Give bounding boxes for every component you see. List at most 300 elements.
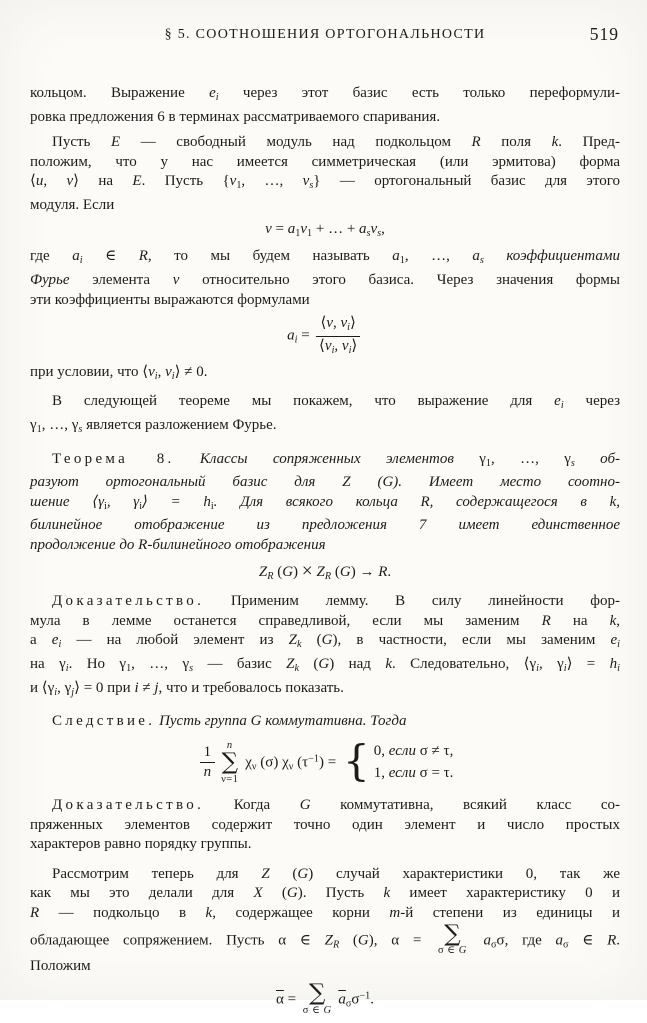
text-run: ( bbox=[269, 865, 298, 882]
text-run: a bbox=[555, 931, 564, 948]
text-run bbox=[175, 451, 200, 467]
text-run: Доказательство. bbox=[52, 796, 205, 813]
text-run: i bbox=[104, 500, 107, 512]
text-run: n bbox=[226, 739, 233, 751]
text-run: a bbox=[287, 220, 296, 237]
text-run: χ bbox=[241, 754, 252, 771]
text-run: об- bbox=[574, 450, 620, 467]
text-run: k bbox=[296, 639, 302, 651]
text-run: , …, γ bbox=[131, 656, 190, 673]
proof-theorem-8 bbox=[30, 592, 620, 702]
text-line bbox=[30, 957, 620, 977]
text-run: ν bbox=[288, 761, 294, 773]
text-run: E bbox=[132, 173, 142, 190]
text-line bbox=[30, 291, 620, 311]
sum-lower-limit bbox=[303, 1005, 332, 1017]
text-run: ( bbox=[273, 563, 283, 580]
paragraph-free-module bbox=[30, 133, 620, 215]
text-run: мула в лемме останется справедливой, если мы заменим bbox=[30, 612, 542, 629]
text-run: 1, bbox=[373, 765, 389, 782]
text-run: v bbox=[172, 271, 180, 288]
sigma-symbol: ∑ bbox=[444, 920, 461, 947]
text-line bbox=[30, 271, 620, 291]
text-run: , bbox=[157, 363, 166, 380]
text-run: ровка предложения 6 в терминах рассматриваемого спаривания. bbox=[30, 108, 441, 125]
text-run: R bbox=[138, 248, 148, 265]
text-run: γ bbox=[30, 416, 37, 433]
formula-alpha-bar bbox=[30, 980, 620, 1017]
text-run: i bbox=[215, 92, 219, 104]
text-run: G bbox=[321, 632, 333, 649]
text-line bbox=[30, 84, 620, 108]
text-run: пряженных элементов содержит точно один элемент и число простых bbox=[30, 816, 620, 833]
text-run: G bbox=[318, 656, 330, 673]
text-run: ), α = bbox=[368, 931, 436, 948]
text-run: v bbox=[66, 173, 74, 190]
paragraph-continuation bbox=[30, 84, 620, 127]
text-run: , …, γ bbox=[41, 416, 79, 433]
text-run: v bbox=[300, 220, 308, 237]
text-run: , содержащее корни bbox=[212, 904, 390, 921]
text-run: G bbox=[282, 563, 294, 580]
text-run: σ bbox=[491, 938, 497, 950]
text-run: i bbox=[560, 400, 564, 412]
text-run: R bbox=[541, 612, 551, 629]
text-run: R bbox=[30, 904, 40, 921]
formula-line bbox=[30, 980, 620, 1017]
text-run: ≠ bbox=[138, 679, 155, 696]
text-run: Z bbox=[324, 931, 333, 948]
text-run: G bbox=[357, 931, 369, 948]
cases-group bbox=[374, 743, 454, 783]
text-run: на bbox=[550, 612, 610, 629]
text-run: обладающее сопряжением. Пусть α ∈ bbox=[30, 931, 325, 948]
text-run: ), в частности, если мы заменим bbox=[332, 632, 611, 649]
summation bbox=[302, 980, 332, 1017]
text-run: G bbox=[339, 563, 351, 580]
text-run: v bbox=[324, 337, 332, 354]
text-run: 1 bbox=[295, 227, 301, 239]
formula-line bbox=[30, 735, 620, 786]
text-run: , то мы будем называть bbox=[147, 248, 393, 265]
text-run: . bbox=[387, 563, 392, 580]
text-run: v bbox=[340, 315, 348, 332]
numerator bbox=[200, 745, 216, 764]
text-line bbox=[30, 247, 620, 271]
sigma-symbol: ∑ bbox=[221, 749, 238, 776]
text-run: j bbox=[71, 686, 75, 698]
text-run: через этот базис есть только переформули- bbox=[218, 85, 620, 101]
formula-bilinear-map bbox=[30, 562, 620, 587]
text-line bbox=[30, 450, 620, 474]
formula-orthogonality-sum bbox=[30, 735, 620, 786]
text-run: s bbox=[78, 423, 83, 435]
text-line bbox=[30, 493, 620, 517]
text-run: поля bbox=[480, 134, 552, 151]
text-run: а bbox=[30, 632, 52, 649]
text-run: e bbox=[209, 85, 216, 101]
text-run: ν bbox=[251, 761, 257, 773]
text-run: e bbox=[51, 632, 59, 649]
text-run: σ ≠ τ, bbox=[415, 743, 454, 760]
denominator bbox=[200, 763, 216, 781]
text-run: ( bbox=[301, 632, 322, 649]
text-line bbox=[30, 416, 620, 440]
text-run: R bbox=[332, 938, 340, 950]
text-run: (τ bbox=[293, 754, 309, 771]
text-run: Рассмотрим теперь для bbox=[52, 865, 262, 882]
text-run: k bbox=[385, 656, 393, 673]
text-run: , γ bbox=[538, 656, 564, 673]
text-run: ⟩ = 0 при bbox=[74, 679, 135, 696]
text-run: ν=1 bbox=[221, 773, 239, 785]
text-run: , что и требовалось показать. bbox=[158, 679, 344, 696]
text-run: В следующей теореме мы покажем, что выражение для bbox=[52, 393, 555, 410]
text-run: m bbox=[389, 904, 401, 921]
text-run: v bbox=[341, 337, 349, 354]
text-run: если bbox=[388, 743, 416, 760]
text-run: E bbox=[110, 134, 121, 151]
text-run: σ = τ. bbox=[415, 765, 454, 782]
paragraph-condition bbox=[30, 363, 620, 387]
text-run: R bbox=[607, 931, 617, 948]
text-run: a bbox=[72, 248, 80, 265]
text-run: , bbox=[381, 220, 385, 237]
text-run: , γ bbox=[106, 493, 140, 510]
formula-v-expansion bbox=[30, 220, 620, 244]
text-run: R bbox=[378, 563, 388, 580]
text-run: γ bbox=[479, 450, 486, 467]
text-run: как мы это делали для bbox=[30, 885, 254, 902]
text-line bbox=[30, 655, 620, 679]
text-run: ) → bbox=[350, 563, 379, 580]
text-run: v bbox=[148, 363, 155, 380]
text-run: через bbox=[563, 393, 621, 410]
sum-lower-limit bbox=[438, 945, 467, 957]
text-run: i bbox=[348, 344, 352, 356]
text-run: R bbox=[471, 134, 481, 151]
text-run: G bbox=[297, 865, 309, 882]
text-run: i bbox=[134, 679, 139, 696]
text-run: модуля. Если bbox=[30, 197, 115, 214]
text-run: v bbox=[302, 173, 310, 190]
text-run: ⟨ bbox=[319, 337, 325, 354]
text-run: характеров равно порядку группы. bbox=[30, 836, 252, 853]
text-run: , bbox=[43, 173, 67, 190]
text-run: — базис bbox=[193, 656, 287, 673]
text-run: 1 bbox=[485, 457, 491, 469]
text-run: (σ) χ bbox=[256, 754, 289, 771]
text-run: — на любой элемент из bbox=[61, 632, 289, 649]
text-run: × bbox=[301, 560, 313, 582]
case-row bbox=[374, 765, 454, 782]
text-run: , bbox=[616, 612, 620, 629]
text-run: R bbox=[267, 570, 274, 582]
page-number: 519 bbox=[589, 24, 619, 44]
text-run: X bbox=[253, 885, 263, 902]
text-line bbox=[30, 612, 620, 632]
paragraph-characteristic-zero bbox=[30, 865, 620, 977]
text-run: a bbox=[483, 931, 492, 948]
text-run: s bbox=[189, 663, 194, 675]
text-line bbox=[30, 172, 620, 196]
text-run: ⟩ ≠ 0. bbox=[174, 363, 208, 380]
text-run: v bbox=[326, 315, 333, 332]
text-run: ⟩ bbox=[351, 337, 358, 354]
summation bbox=[438, 920, 467, 958]
text-run: , bbox=[334, 337, 342, 354]
text-line bbox=[30, 796, 620, 816]
text-run: если bbox=[388, 765, 416, 782]
text-run: ⟩ = bbox=[566, 656, 610, 673]
text-run: Следствие. bbox=[52, 713, 156, 730]
text-run: −1 bbox=[308, 753, 319, 765]
text-run: i bbox=[347, 322, 350, 334]
text-run: s bbox=[479, 255, 484, 267]
text-line bbox=[30, 536, 620, 556]
text-run: Когда bbox=[204, 796, 300, 813]
text-line bbox=[30, 920, 620, 958]
text-run: 1 bbox=[203, 743, 212, 760]
text-run: i bbox=[331, 344, 335, 356]
text-run: имеет характеристику 0 и bbox=[390, 885, 620, 902]
text-run: относительно этого базиса. Через значения формы bbox=[179, 271, 620, 288]
text-run: Доказательство. bbox=[52, 593, 205, 610]
text-run: s bbox=[377, 227, 382, 239]
text-run: = bbox=[271, 220, 288, 237]
text-run: i bbox=[58, 639, 62, 651]
text-run: разуют ортогональный базис для Z (G). Имеет место соотно- bbox=[30, 474, 620, 491]
text-run: . bbox=[370, 991, 375, 1008]
text-run: σ bbox=[351, 991, 360, 1008]
text-run: , …, bbox=[404, 248, 473, 265]
text-run: v bbox=[370, 220, 378, 237]
text-run: эти коэффициенты выражаются формулами bbox=[30, 291, 310, 308]
text-run: s bbox=[366, 227, 371, 239]
text-run: ⟩ = h bbox=[142, 493, 211, 510]
text-run: продолжение до R-билинейного отображения bbox=[30, 537, 326, 554]
text-line bbox=[30, 835, 620, 855]
text-run: — свободный модуль над подкольцом bbox=[120, 134, 472, 151]
text-run: σ bbox=[563, 938, 569, 950]
text-run: Z bbox=[258, 563, 268, 580]
text-run: i bbox=[54, 686, 58, 698]
text-run: где bbox=[30, 248, 73, 265]
theorem-8 bbox=[30, 450, 620, 556]
text-run: σ ∈ bbox=[302, 1004, 324, 1016]
text-run: 1 bbox=[307, 227, 313, 239]
text-run: v bbox=[265, 220, 272, 237]
text-run: } — ортогональный базис для этого bbox=[313, 173, 621, 190]
text-run: ∈ bbox=[82, 248, 139, 265]
text-line bbox=[30, 196, 620, 216]
text-run: -й степени из единицы и bbox=[400, 904, 620, 921]
text-run: ⟨ bbox=[320, 315, 327, 332]
text-run: a bbox=[472, 248, 480, 265]
summation bbox=[221, 740, 238, 786]
text-run: j bbox=[154, 679, 159, 696]
text-run: , …, γ bbox=[491, 450, 571, 467]
text-run: i bbox=[294, 334, 298, 346]
text-run: ( bbox=[262, 885, 287, 902]
text-run: , …, bbox=[241, 173, 303, 190]
text-run: Фурье bbox=[30, 271, 70, 288]
text-run: ) bbox=[293, 563, 302, 580]
text-run: e bbox=[554, 393, 561, 410]
text-run: , γ bbox=[57, 679, 72, 696]
text-line bbox=[30, 816, 620, 836]
text-run: + … + bbox=[312, 220, 360, 237]
text-run: Z bbox=[261, 865, 270, 882]
text-run: . Пусть { bbox=[141, 173, 230, 190]
formula-line bbox=[30, 220, 620, 244]
text-run: шение ⟨γ bbox=[30, 493, 105, 510]
text-run: и ⟨γ bbox=[30, 679, 55, 696]
text-run: ( bbox=[339, 931, 358, 948]
formula-line bbox=[30, 316, 620, 357]
text-run: коэффициентами bbox=[506, 248, 621, 265]
text-run: i bbox=[79, 255, 83, 267]
sigma-symbol: ∑ bbox=[308, 980, 326, 1007]
text-run: ) = bbox=[318, 754, 340, 771]
text-run: i bbox=[563, 663, 567, 675]
text-line bbox=[30, 108, 620, 128]
case-row bbox=[374, 743, 454, 760]
text-run bbox=[470, 932, 484, 948]
text-line bbox=[30, 865, 620, 885]
text-run: . Пред- bbox=[558, 134, 620, 151]
text-run: . Следовательно, ⟨γ bbox=[392, 656, 537, 673]
page-header bbox=[30, 24, 620, 47]
text-run: Пусть bbox=[52, 134, 111, 151]
text-run: a bbox=[359, 220, 367, 237]
text-line bbox=[30, 153, 620, 173]
text-run: k bbox=[383, 885, 391, 902]
text-line bbox=[30, 679, 620, 703]
text-run: положим, что у нас имеется симметрическая (или эрмитова) форма bbox=[30, 153, 620, 170]
text-run: k bbox=[294, 663, 299, 675]
text-run: . Но γ bbox=[68, 656, 127, 673]
text-run: s bbox=[570, 457, 575, 469]
text-run: ⟩ bbox=[350, 315, 356, 332]
text-run: G bbox=[286, 885, 298, 902]
text-line bbox=[30, 631, 620, 655]
text-run: G bbox=[299, 796, 311, 813]
text-line bbox=[30, 712, 620, 732]
text-run: G bbox=[458, 945, 467, 957]
text-run: v bbox=[229, 173, 237, 190]
text-line bbox=[30, 392, 620, 416]
text-run: = bbox=[283, 991, 300, 1008]
text-run: ∈ bbox=[568, 931, 608, 948]
text-run: Классы сопряженных элементов bbox=[199, 450, 480, 467]
text-run: = bbox=[297, 327, 314, 344]
text-run: i bbox=[210, 500, 214, 512]
text-line bbox=[30, 884, 620, 904]
text-run: ). Пусть bbox=[297, 885, 384, 902]
text-run: e bbox=[610, 632, 618, 649]
numerator bbox=[316, 316, 359, 337]
text-run: при условии, что ⟨ bbox=[30, 363, 149, 380]
text-run: R bbox=[324, 570, 332, 582]
page-body bbox=[30, 84, 620, 1017]
text-run: коммутативна, всякий класс со- bbox=[310, 796, 620, 813]
text-run: ⟩ на bbox=[73, 173, 133, 190]
text-run: . Для всякого кольца R, содержащегося в k, bbox=[213, 493, 621, 510]
text-run: −1 bbox=[359, 990, 371, 1002]
text-run: элемента bbox=[69, 271, 173, 288]
text-run: h bbox=[609, 656, 618, 673]
text-run: билинейное отображение из предложения 7 имеет единственное bbox=[30, 517, 620, 534]
corollary bbox=[30, 712, 620, 732]
text-run: ( bbox=[331, 563, 340, 580]
text-line bbox=[30, 516, 620, 536]
text-run: σ bbox=[345, 998, 352, 1010]
text-run: Положим bbox=[30, 958, 91, 975]
text-run: k bbox=[205, 904, 213, 921]
text-run: , bbox=[332, 315, 341, 332]
text-run: кольцом. Выражение bbox=[30, 85, 210, 101]
text-line bbox=[30, 592, 620, 612]
proof-corollary bbox=[30, 796, 620, 855]
text-run: s bbox=[309, 180, 314, 192]
text-run: Z bbox=[286, 656, 295, 673]
text-line bbox=[30, 904, 620, 924]
text-run: k bbox=[609, 612, 617, 629]
text-run: i bbox=[617, 639, 620, 651]
text-run: 1 bbox=[399, 255, 405, 267]
sum-lower-limit bbox=[221, 774, 238, 786]
text-run: Применим лемму. В силу линейности фор- bbox=[204, 593, 620, 610]
text-line bbox=[30, 363, 620, 387]
text-run: i bbox=[536, 663, 539, 675]
formula-fourier-coefficient bbox=[30, 316, 620, 357]
text-run: — подкольцо в bbox=[39, 904, 206, 921]
formula-line bbox=[30, 562, 620, 587]
text-run bbox=[484, 248, 507, 264]
text-run: k bbox=[551, 134, 559, 151]
text-run: a bbox=[392, 248, 400, 265]
text-run: . bbox=[616, 931, 620, 948]
section-title: § 5. СООТНОШЕНИЯ ОРТОГОНАЛЬНОСТИ bbox=[164, 27, 486, 42]
text-run: ) случай характеристики 0, так же bbox=[308, 865, 620, 882]
text-run: ) над bbox=[329, 656, 386, 673]
text-run: ( bbox=[299, 656, 319, 673]
text-run: 1 bbox=[126, 663, 132, 675]
text-run: i bbox=[65, 663, 69, 675]
text-run: a bbox=[287, 327, 295, 344]
text-run: σ ∈ bbox=[438, 945, 459, 957]
paragraph-next-theorem bbox=[30, 392, 620, 439]
page-content bbox=[30, 0, 620, 1023]
text-run: на γ bbox=[30, 656, 66, 673]
text-line bbox=[30, 473, 620, 493]
cases-brace: { bbox=[342, 735, 370, 785]
text-run: $\overline{a}$ bbox=[338, 991, 346, 1008]
text-run: σ, где bbox=[496, 931, 556, 948]
fraction bbox=[200, 745, 216, 782]
text-run: Пусть группа G коммутативна. Тогда bbox=[159, 713, 407, 730]
text-run: Теорема 8. bbox=[52, 450, 175, 467]
text-run: является разложением Фурье. bbox=[82, 416, 277, 433]
text-run: i bbox=[617, 663, 621, 675]
text-run: Z bbox=[288, 632, 297, 649]
text-run: v bbox=[165, 363, 172, 380]
denominator bbox=[316, 337, 359, 357]
fraction bbox=[316, 316, 359, 357]
text-run: i bbox=[139, 500, 143, 512]
text-run: 1 bbox=[36, 423, 42, 435]
